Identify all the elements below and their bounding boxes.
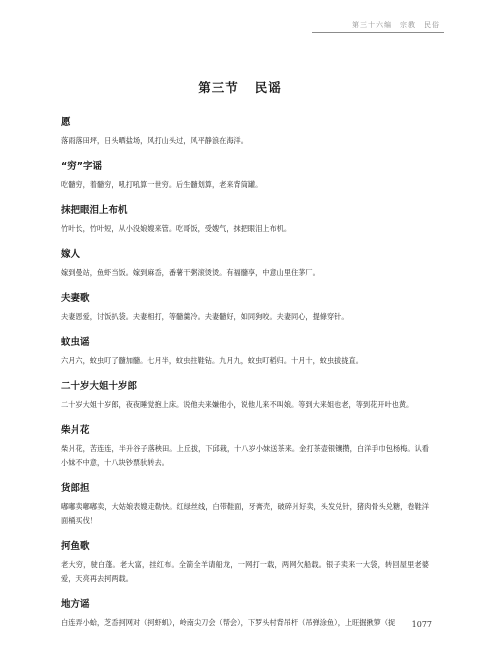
entry-text: 六月六，蚊虫叮了髓加髓。七月半，蚊虫拄鞋钻。九月九，蚊虫叮稻归。十月十，蚊虫拔拢直。 [61, 356, 363, 365]
page-number: 1077 [411, 620, 432, 629]
entry-jiaren [61, 249, 429, 280]
entry-title: 蚊虫谣 [61, 337, 90, 348]
entry-text: 嫁到曼站，鱼虾当饭。嫁到麻岙，番薯干粥滚烫烫。有福髓享，中意山里住茅厂。 [61, 268, 320, 277]
entry-text: 吃髓穷，着髓穷，吼打吼算一世穷。后生髓划算，老来背筒罐。 [61, 180, 263, 189]
entry-difang [61, 599, 429, 630]
running-header [0, 14, 480, 38]
entry-title: 地方谣 [61, 599, 90, 610]
entry-title: 嫁人 [61, 249, 81, 260]
entry-title: 夫妻歌 [61, 293, 90, 304]
entry-text: 竹叶长，竹叶短，从小没娘嫂来管。吃哥饭，受嫂气，抹把眼泪上布机。 [61, 224, 292, 233]
entry-wenchong [61, 337, 429, 368]
section-number: 第三节 [198, 80, 239, 95]
entry-huolangdan [61, 483, 429, 528]
entry-title: 抹把眼泪上布机 [61, 205, 128, 216]
entry-text: 老大穷，驶白蓬。老大富，挂红布。全箭全羊请船龙，一网打一载，两网欠船载。银子卖来一大袋，转回屋里老婆爱，天亮再去抲两载。 [61, 560, 429, 583]
entries-list [61, 117, 429, 643]
entry-keyu [61, 541, 429, 586]
entry-text: 夫妻恩爱，讨饭扒袋。夫妻相打，等髓羹冷。夫妻髓好，如同狗咬。夫妻同心，提條穿针。 [61, 312, 349, 321]
section-name: 民谣 [254, 80, 282, 95]
entry-title: 二十岁大姐十岁郎 [61, 381, 138, 392]
header-rule [312, 32, 444, 33]
entry-text: 柴爿花，苦连连，半升谷子落秧田。上丘拔，下邱栽，十八岁小妹送茶来。金打茶壶银镶攒，白洋手巾包杨梅。认看小妹不中意，十八块钞票驮转去。 [61, 444, 429, 467]
entry-text: 白连弄小蛤，芝岙抲网对（抲虾虮），岭南尖刀会（帮会），下罗头村背吊杆（吊弹涂鱼），上旺掘揪箩（捉 [61, 618, 396, 627]
entry-title: 柴爿花 [61, 425, 90, 436]
entry-buji [61, 205, 429, 236]
entry-dajie [61, 381, 429, 412]
entry-text: 嘟嘟卖嘟嘟卖，大姑娘表嫂走勒快。红绿丝线，白带鞋面，牙膏壳，破碎爿好卖，头发兑针，猪肉骨头兑糖，卷鞋洋面桶买伐！ [61, 502, 429, 525]
entry-title: 货郎担 [61, 483, 90, 494]
entry-title: “穷”字谣 [61, 161, 102, 172]
entry-title: 愿 [61, 117, 71, 128]
entry-text: 二十岁大姐十岁郎，夜夜睡觉抱上床。说他夫来嫌他小，说他儿来不叫娘。等到大来姐也老，等到花开叶也黄。 [61, 400, 414, 409]
entry-qiong [61, 161, 429, 192]
entry-yuan [61, 117, 429, 148]
entry-text: 落雨落田坪，日头晒盐场，风打山头过，风平静浪在海洋。 [61, 136, 248, 145]
entry-chaipanhua [61, 425, 429, 470]
entry-fuqi [61, 293, 429, 324]
entry-title: 抲鱼歌 [61, 541, 90, 552]
section-title [0, 78, 480, 96]
running-header-text: 第三十六编 宗教 民俗 [352, 21, 440, 29]
